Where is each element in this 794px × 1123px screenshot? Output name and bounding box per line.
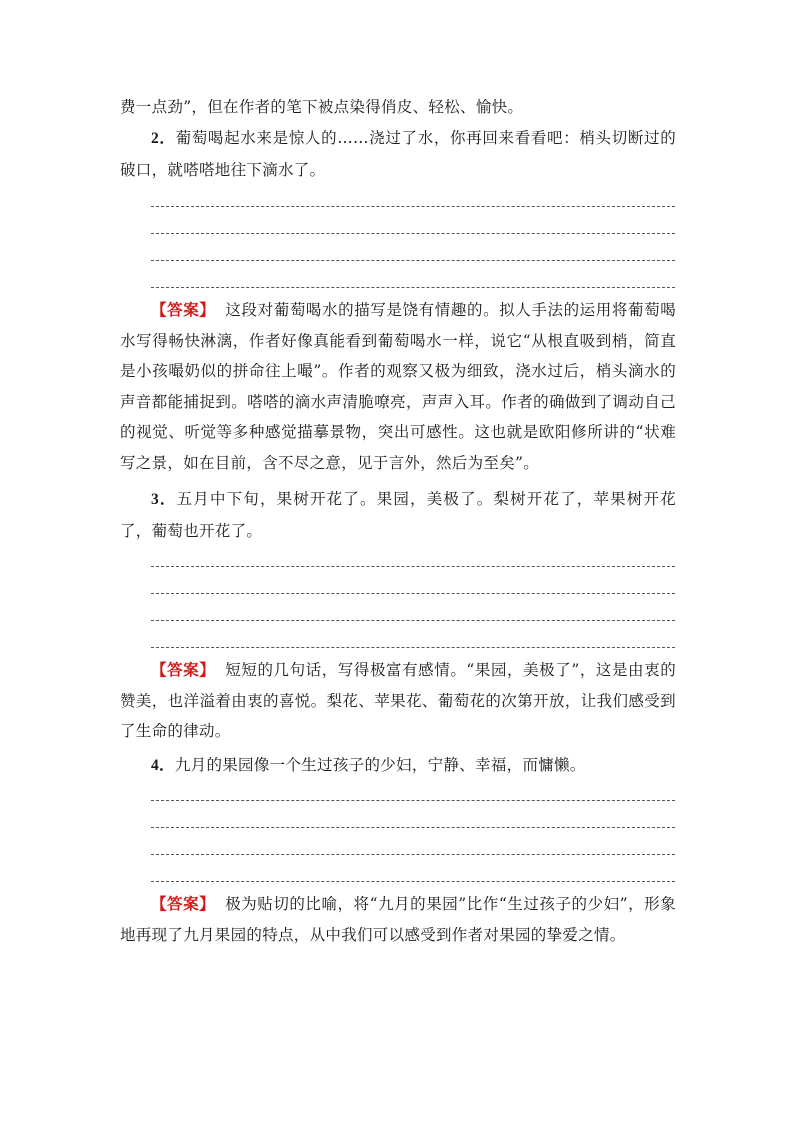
question-4 — [120, 750, 676, 782]
answer-2 — [120, 295, 676, 478]
continuation-text: 费一点劲”，但在作者的笔下被点染得俏皮、轻松、愉快。 — [120, 98, 524, 116]
question-number: 3． — [151, 491, 177, 508]
continuation-paragraph — [120, 92, 676, 123]
answer-text: 短短的几句话，写得极富有感情。“果园，美极了”，这是由衷的赞美，也洋溢着由衷的喜悦。梨花、苹果花、葡萄花的次第开放，让我们感受到了生命的律动。 — [120, 661, 676, 740]
question-text: 葡萄喝起水来是惊人的……浇过了水，你再回来看看吧：梢头切断过的破口，就嗒嗒地往下滴水了。 — [120, 129, 676, 179]
question-number: 2． — [151, 130, 176, 147]
answer-line[interactable] — [151, 620, 675, 621]
question-2 — [120, 123, 676, 185]
answer-line[interactable] — [151, 206, 675, 207]
question-number: 4． — [151, 757, 175, 774]
question-3 — [120, 484, 676, 546]
answer-line[interactable] — [151, 881, 675, 882]
answer-line[interactable] — [151, 800, 675, 801]
answer-line[interactable] — [151, 260, 675, 261]
answer-line[interactable] — [151, 854, 675, 855]
answer-4 — [120, 889, 676, 950]
answer-line[interactable] — [151, 233, 675, 234]
answer-line[interactable] — [151, 827, 675, 828]
answer-text: 极为贴切的比喻，将“九月的果园”比作“生过孩子的少妇”，形象地再现了九月果园的特点，从中我们可以感受到作者对果园的挚爱之情。 — [120, 895, 676, 944]
answer-label: 【答案】 — [151, 894, 216, 913]
question-text: 五月中下旬，果树开花了。果园，美极了。梨树开花了，苹果树开花了，葡萄也开花了。 — [120, 490, 676, 540]
answer-label: 【答案】 — [151, 660, 216, 679]
answer-line[interactable] — [151, 647, 675, 648]
question-text: 九月的果园像一个生过孩子的少妇，宁静、幸福，而慵懒。 — [174, 756, 586, 774]
answer-line[interactable] — [151, 593, 675, 594]
answer-label: 【答案】 — [151, 300, 216, 319]
answer-text: 这段对葡萄喝水的描写是饶有情趣的。拟人手法的运用将葡萄喝水写得畅快淋漓，作者好像真能看到葡萄喝水一样，说它“从根直吸到梢，简直是小孩嘬奶似的拼命往上嘬”。作者的观察又极为细致，浇水过后，梢头滴水的声音都能捕捉到。嗒嗒的滴水声清脆嘹亮，声声入耳。作者的确做到了调动自己的视觉、听觉等多种感觉描摹景物，突出可感性。这也就是欧阳修所讲的“状难写之景，如在目前，含不尽之意，见于言外，然后为至矣”。 — [120, 301, 677, 472]
answer-3 — [120, 655, 676, 747]
answer-line[interactable] — [151, 566, 675, 567]
answer-line[interactable] — [151, 287, 675, 288]
